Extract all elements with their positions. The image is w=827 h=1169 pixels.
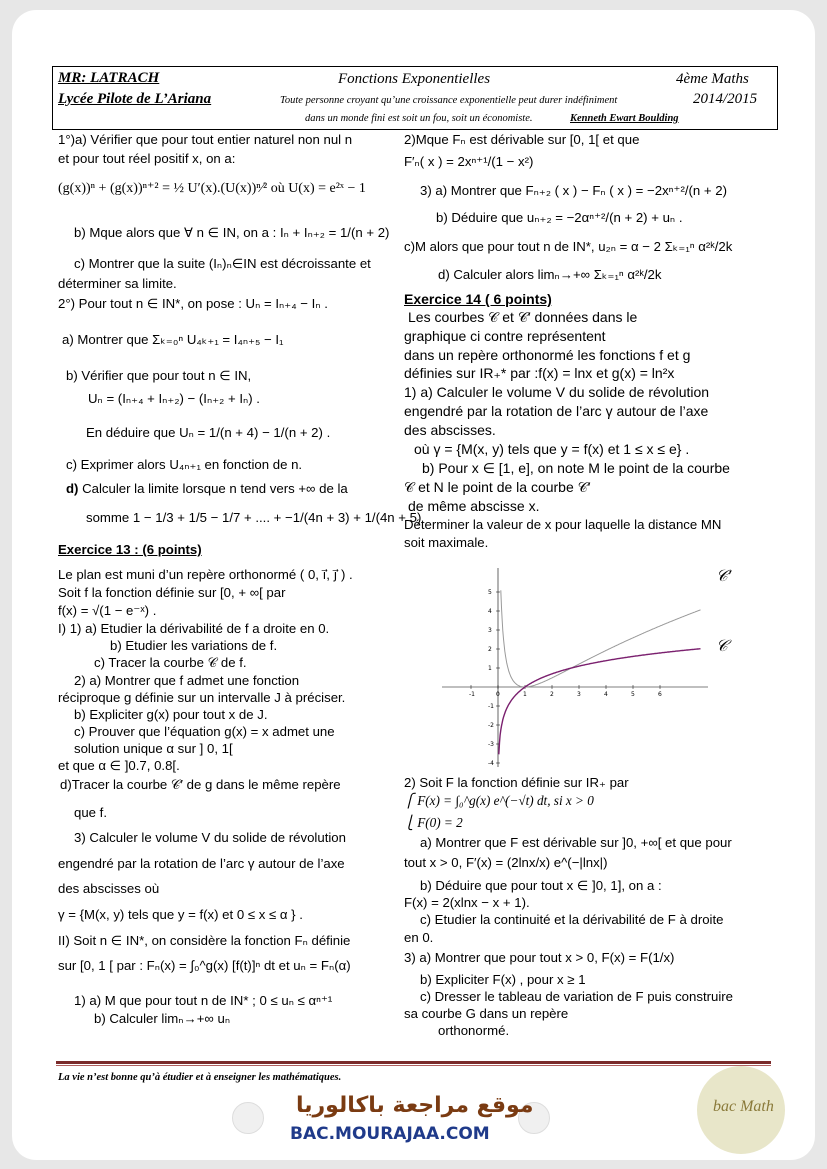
x-tick-label: 5 [631,691,635,698]
footer-rule-thin [56,1065,771,1066]
text-line: 3) a) Montrer que pour tout x > 0, F(x) = F(1/x) [404,950,675,965]
text-line: c) Prouver que l’équation g(x) = x admet une [74,724,335,739]
text-line: 2°) Pour tout n ∈ IN*, on pose : Uₙ = Iₙ₊₄ − Iₙ . [58,296,328,311]
text-line: d)Tracer la courbe 𝒞′ de g dans le même repère [60,777,341,792]
curve-c-prime [501,590,701,687]
text-line: solution unique α sur ] 0, 1[ [74,741,233,756]
text-line: b) Déduire que uₙ₊₂ = −2αⁿ⁺²/(n + 2) + uₙ . [436,210,683,225]
text-line: où γ = {M(x, y) tels que y = f(x) et 1 ≤ x ≤ e} . [414,441,690,457]
text-line: et pour tout réel positif x, on a: [58,151,236,166]
text-line: c) Dresser le tableau de variation de F puis construire [420,989,733,1004]
y-tick-label: -4 [488,760,494,767]
site-url-link[interactable]: BAC.MOURAJAA.COM [290,1124,490,1144]
exercise-13-title: Exercice 13 : (6 points) [58,542,202,557]
text-line: orthonormé. [438,1023,510,1038]
formula-line: (g(x))ⁿ + (g(x))ⁿ⁺² = ½ U′(x).(U(x))ⁿ⁄² où U(x) = e²ˣ − 1 [58,181,366,196]
text-line: a) Montrer que Σₖ₌₀ⁿ U₄ₖ₊₁ = I₄ₙ₊₅ − I₁ [62,332,284,347]
y-tick-label: -2 [488,722,494,729]
text-line: γ = {M(x, y) tels que y = f(x) et 0 ≤ x ≤ α } . [58,907,303,922]
y-tick-label: 4 [488,608,492,615]
quote-line2: dans un monde fini est soit un fou, soit un économiste. [305,113,533,124]
text-line [66,480,348,498]
y-tick-label: 1 [488,665,492,672]
text-line: sur [0, 1 [ par : Fₙ(x) = ∫₀^g(x) [f(t)]ⁿ dt et uₙ = Fₙ(α) [58,958,351,973]
text-line: b) Calculer limₙ→+∞ uₙ [94,1011,231,1026]
text-line: c)M alors que pour tout n de IN*, u₂ₙ = α − 2 Σₖ₌₁ⁿ α²ᵏ/2k [404,239,733,254]
text-line: II) Soit n ∈ IN*, on considère la fonction Fₙ définie [58,933,351,948]
text-line: graphique ci contre représentent [404,328,606,344]
text-line: c) Etudier la continuité et la dérivabilité de F à droite [420,912,724,927]
x-tick-label: 3 [577,691,581,698]
text-line: de même abscisse x. [408,498,540,514]
text-line: sa courbe G dans un repère [404,1006,569,1021]
text-line: Soit f la fonction définie sur [0, + ∞[ par [58,585,286,600]
text-line: F′ₙ( x ) = 2xⁿ⁺¹/(1 − x²) [404,154,534,169]
text-line: b) Pour x ∈ [1, e], on note M le point de la courbe [422,460,730,476]
text-line: 2) a) Montrer que f admet une fonction [74,673,300,688]
text-line: que f. [74,805,107,820]
text-line: Uₙ = (Iₙ₊₄ + Iₙ₊₂) − (Iₙ₊₂ + Iₙ) . [88,391,260,406]
text-line: engendré par la rotation de l’arc γ autour de l’axe [404,403,709,419]
y-tick-label: 5 [488,589,492,596]
text-line: 𝒞 et N le point de la courbe 𝒞′ [404,479,591,495]
text-line: 1) a) Calculer le volume V du solide de révolution [404,384,710,400]
text-line: ⎩ F(0) = 2 [404,815,463,830]
text-line: en 0. [404,930,434,945]
label-c-prime: 𝒞′ [716,568,732,585]
text-line: 3) a) Montrer que Fₙ₊₂ ( x ) − Fₙ ( x ) = −2xⁿ⁺²/(n + 2) [420,183,727,198]
text-line: a) Montrer que F est dérivable sur ]0, +∞[ et que pour [420,835,732,850]
x-tick-label: 6 [658,691,662,698]
text-line: c) Tracer la courbe 𝒞 de f. [94,655,247,670]
text-line: déterminer sa limite. [58,276,177,291]
text-line: et que α ∈ ]0.7, 0.8[. [58,758,180,773]
text-line: 1) a) M que pour tout n de IN* ; 0 ≤ uₙ ≤ αⁿ⁺¹ [74,993,333,1008]
text-line: définies sur IR₊* par :f(x) = lnx et g(x) = ln²x [404,365,675,381]
text-line: soit maximale. [404,535,489,550]
text-line: ⎧ F(x) = ∫₀^g(x) e^(−√t) dt, si x > 0 [404,793,594,808]
text-line: En déduire que Uₙ = 1/(n + 4) − 1/(n + 2) . [86,425,331,440]
text-line: Le plan est muni d’un repère orthonormé ( 0, i⃗, j⃗ ) . [58,567,353,582]
text-line: c) Exprimer alors U₄ₙ₊₁ en fonction de n. [66,457,303,472]
x-tick-label: -1 [469,691,475,698]
text-line: F(x) = 2(xlnx − x + 1). [404,895,530,910]
text-line: dans un repère orthonormé les fonctions f et g [404,347,691,363]
curve-c [499,649,701,755]
x-tick-label: 0 [496,691,500,698]
text-line: 2)Mque Fₙ est dérivable sur [0, 1[ et que [404,132,640,147]
text-line: b) Mque alors que ∀ n ∈ IN, on a : Iₙ + Iₙ₊₂ = 1/(n + 2) [74,225,390,240]
text-line: Les courbes 𝒞 et 𝒞′ données dans le [408,309,638,325]
x-tick-label: 4 [604,691,608,698]
item-text: Calculer la limite lorsque n tend vers +∞ de la [78,481,348,496]
x-tick-label: 2 [550,691,554,698]
text-line: somme 1 − 1/3 + 1/5 − 1/7 + .... + −1/(4n + 3) + 1/(4n + 5) [86,510,422,525]
author: MR: LATRACH [58,70,160,86]
text-line: I) 1) a) Etudier la dérivabilité de f a droite en 0. [58,621,330,636]
text-line: b) Etudier les variations de f. [110,638,278,653]
text-line: b) Expliciter F(x) , pour x ≥ 1 [420,972,586,987]
item-label: d) [66,481,79,496]
footer-rule [56,1061,771,1064]
text-line: des abscisses où [58,881,160,896]
text-line: engendré par la rotation de l’arc γ autour de l’axe [58,856,345,871]
text-line: c) Montrer que la suite (Iₙ)ₙ∈IN est décroissante et [74,256,371,271]
text-line: 3) Calculer le volume V du solide de révolution [74,830,346,845]
text-line: f(x) = √(1 − e⁻ˣ) . [58,603,157,618]
quote-author: Kenneth Ewart Boulding [570,113,679,124]
text-line: b) Expliciter g(x) pour tout x de J. [74,707,268,722]
text-line: d) Calculer alors limₙ→+∞ Σₖ₌₁ⁿ α²ᵏ/2k [438,267,662,282]
text-line: b) Vérifier que pour tout n ∈ IN, [66,368,252,383]
text-line: b) Déduire que pour tout x ∈ ]0, 1], on a : [420,878,662,893]
school-year: 2014/2015 [693,91,758,107]
school: Lycée Pilote de L’Ariana [58,91,212,107]
doc-title: Fonctions Exponentielles [338,71,491,87]
y-tick-label: 3 [488,627,492,634]
text-line: 2) Soit F la fonction définie sur IR₊ par [404,775,629,790]
y-tick-label: -3 [488,741,494,748]
class-level: 4ème Maths [676,71,749,87]
y-tick-label: 2 [488,646,492,653]
footer-motto: La vie n’est bonne qu’à étudier et à enseigner les mathématiques. [58,1072,342,1083]
label-c: 𝒞 [716,638,728,655]
logo-left [232,1102,264,1134]
text-line: des abscisses. [404,422,496,438]
site-arabic-name[interactable]: موقع مراجعة باكالوريا [296,1093,534,1118]
text-line: tout x > 0, F′(x) = (2lnx/x) e^(−|lnx|) [404,855,608,870]
text-line: réciproque g définie sur un intervalle J à préciser. [58,690,346,705]
stamp-text: bac Math [713,1098,774,1115]
text-line: 1°)a) Vérifier que pour tout entier naturel non nul n [58,132,353,147]
exercise-14-title: Exercice 14 ( 6 points) [404,291,552,307]
y-tick-label: -1 [488,703,494,710]
text-line: Déterminer la valeur de x pour laquelle la distance MN [404,517,722,532]
function-graph [436,562,736,772]
x-tick-label: 1 [523,691,527,698]
quote-line1: Toute personne croyant qu’une croissance exponentielle peut durer indéfiniment [280,95,618,106]
